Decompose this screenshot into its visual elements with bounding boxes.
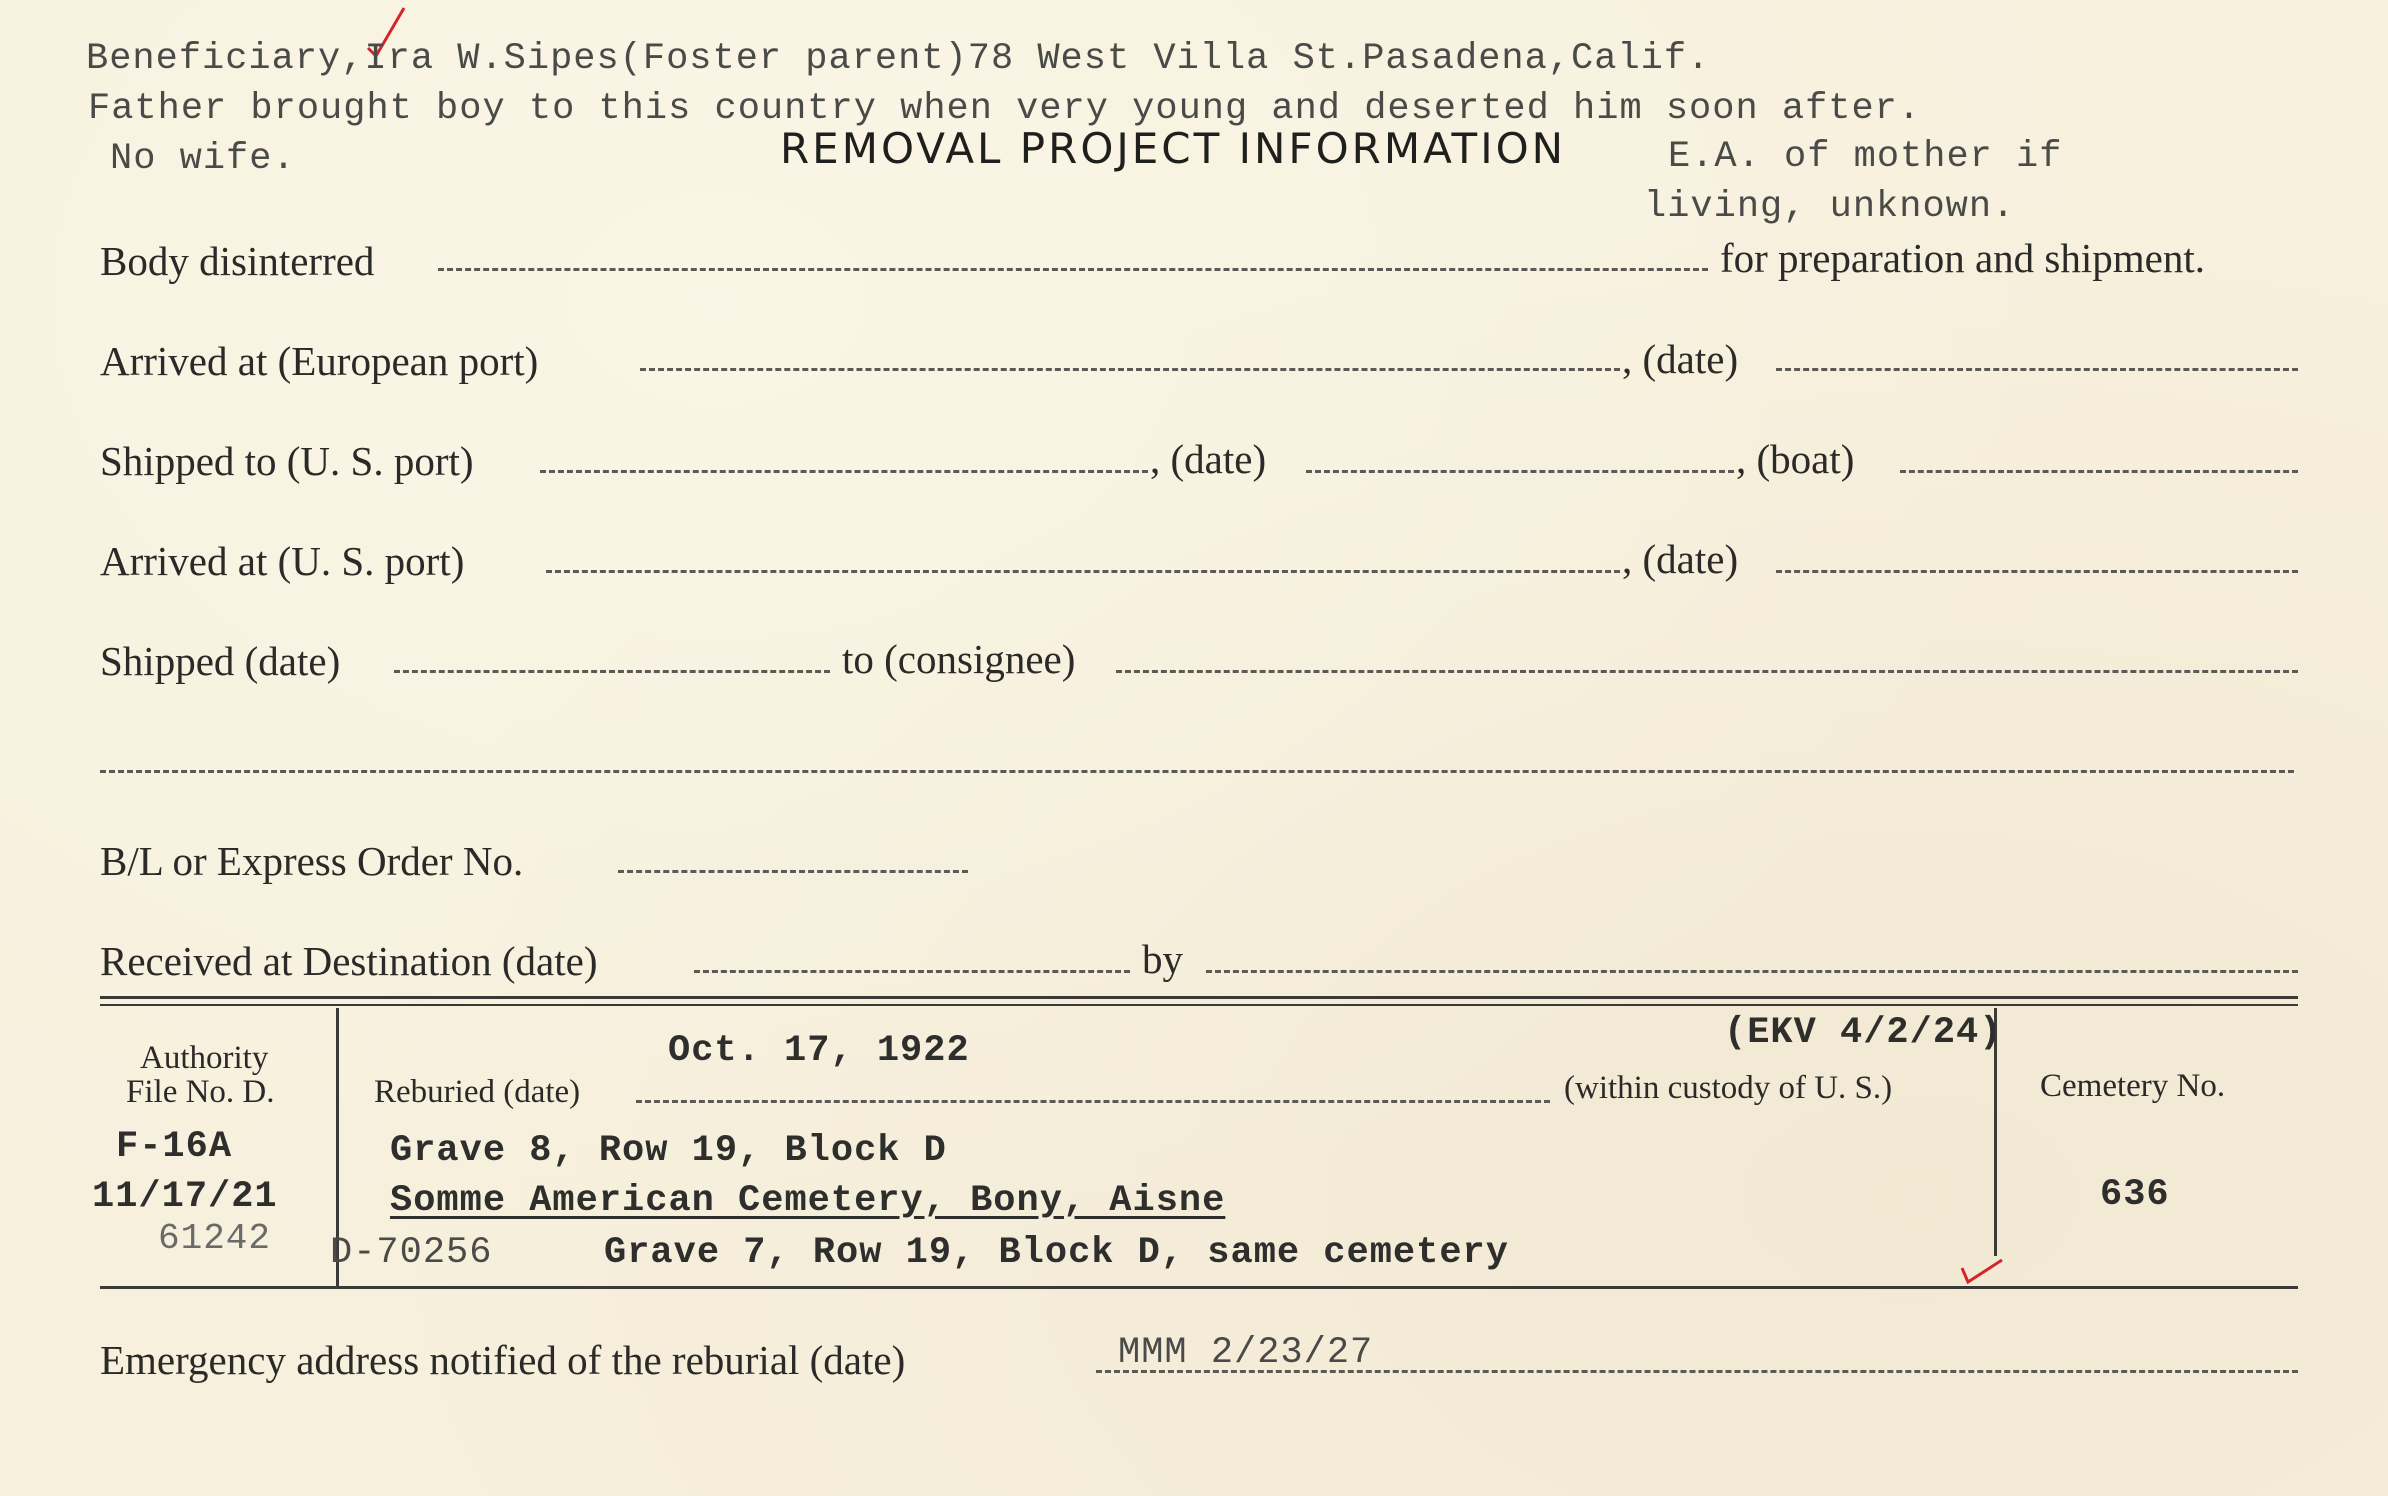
label-received-destination: Received at Destination (date) [100, 938, 598, 984]
label-arrived-european-port: Arrived at (European port) [100, 338, 539, 384]
label-boat: , (boat) [1736, 436, 1855, 482]
blank-date-1 [1776, 368, 2298, 371]
typed-note-father: Father brought boy to this country when very young and deserted him soon after. [88, 88, 1922, 130]
label-shipped-date: Shipped (date) [100, 638, 341, 684]
typed-note-ea-1: E.A. of mother if [1668, 136, 2063, 178]
typed-note-no-wife: No wife. [110, 138, 296, 180]
blank-body-disinterred [438, 268, 1708, 271]
box-top-rule-2 [100, 1004, 2298, 1006]
authority-value-3: 61242 [158, 1218, 272, 1259]
blank-european-port [640, 368, 1620, 371]
blank-reburied-date [636, 1100, 1550, 1103]
emergency-date-value: MMM 2/23/27 [1118, 1332, 1374, 1374]
grave-line-2: Grave 7, Row 19, Block D, same cemetery [604, 1232, 1509, 1274]
label-within-custody: (within custody of U. S.) [1564, 1070, 1893, 1106]
authority-value-1: F-16A [116, 1126, 233, 1168]
blank-bl-order [618, 870, 968, 873]
page-title: REMOVAL PROJECT INFORMATION [780, 124, 1567, 173]
label-reburied-date: Reburied (date) [374, 1074, 581, 1110]
label-bl-express-order: B/L or Express Order No. [100, 838, 524, 884]
label-date-2: , (date) [1150, 436, 1267, 482]
typed-note-ea-2: living, unknown. [1644, 186, 2016, 228]
label-file-no: File No. D. [126, 1074, 275, 1110]
typed-note-beneficiary: Beneficiary,Ira W.Sipes(Foster parent)78 West Villa St.Pasadena,Calif. [86, 38, 1711, 80]
grave-line: Grave 8, Row 19, Block D [390, 1130, 947, 1172]
blank-shipped-date [394, 670, 830, 673]
label-cemetery-no: Cemetery No. [2040, 1068, 2226, 1104]
box-top-rule-1 [100, 996, 2298, 999]
blank-arrived-us-port [546, 570, 1620, 573]
blank-boat [1900, 470, 2298, 473]
ekv-note: (EKV 4/2/24) [1724, 1012, 2003, 1054]
blank-date-2 [1306, 470, 1734, 473]
label-shipped-to-us-port: Shipped to (U. S. port) [100, 438, 474, 484]
label-body-disinterred: Body disinterred [100, 238, 375, 284]
label-by: by [1142, 936, 1183, 982]
blank-extra-line [100, 770, 2294, 773]
label-date-1: , (date) [1622, 336, 1739, 382]
blank-us-port [540, 470, 1148, 473]
label-to-consignee: to (consignee) [842, 636, 1076, 682]
label-date-3: , (date) [1622, 536, 1739, 582]
blank-received-date [694, 970, 1130, 973]
blank-by [1206, 970, 2298, 973]
label-arrived-us-port: Arrived at (U. S. port) [100, 538, 465, 584]
label-emergency-address: Emergency address notified of the reburial (date) [100, 1337, 906, 1383]
box-bottom-rule [100, 1286, 2298, 1289]
d-number: D-70256 [330, 1232, 493, 1274]
cemetery-line: Somme American Cemetery, Bony, Aisne [390, 1180, 1226, 1222]
label-authority: Authority [140, 1040, 269, 1076]
reburied-date-value: Oct. 17, 1922 [668, 1030, 970, 1072]
blank-date-3 [1776, 570, 2298, 573]
authority-value-2: 11/17/21 [92, 1176, 278, 1218]
cemetery-no-value: 636 [2100, 1174, 2170, 1216]
check-mark-icon [1958, 1252, 2008, 1288]
label-for-preparation: for preparation and shipment. [1720, 235, 2206, 281]
blank-consignee [1116, 670, 2298, 673]
